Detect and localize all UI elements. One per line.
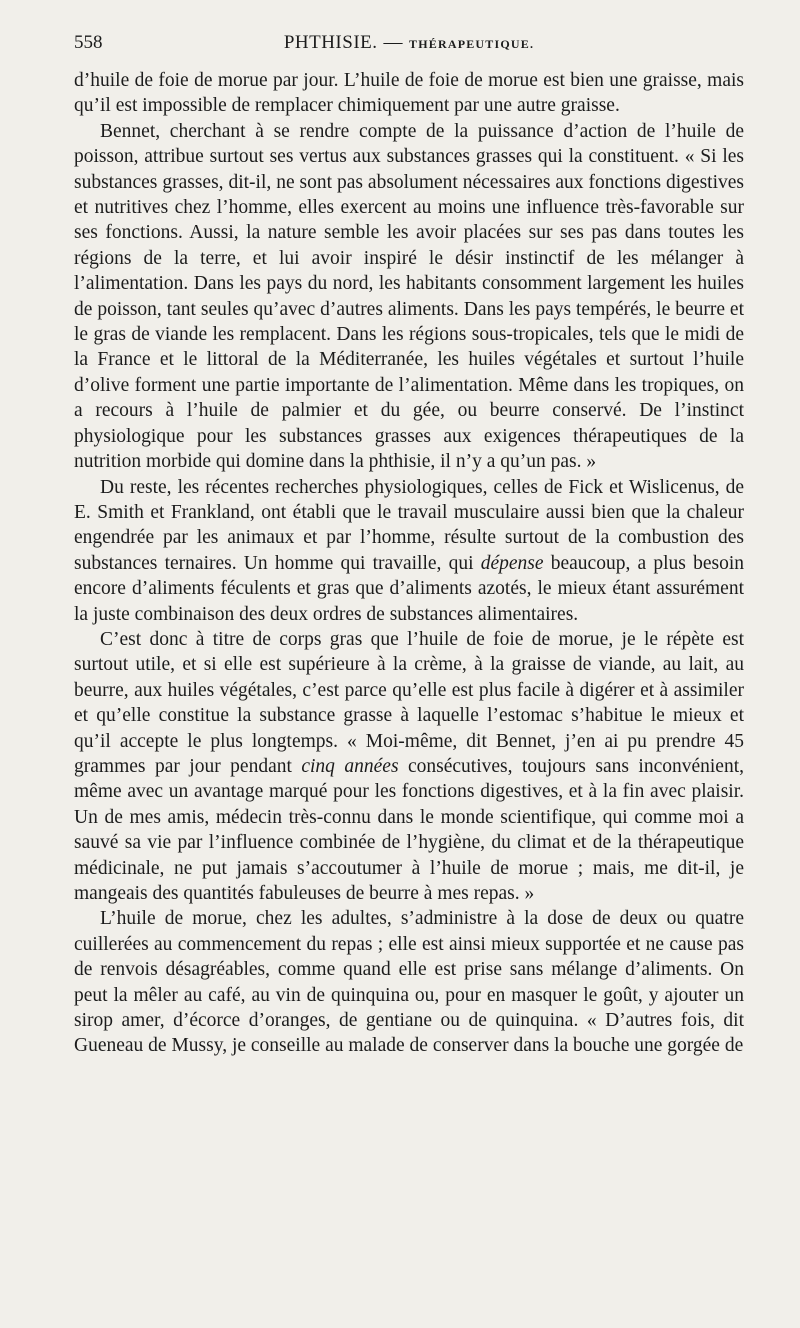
running-head-title: PHTHISIE.: [283, 32, 378, 53]
paragraph: [74, 627, 744, 906]
paragraph: [74, 475, 744, 627]
running-head-subtitle: THÉRAPEUTIQUE.: [409, 37, 535, 51]
running-head: [74, 32, 744, 54]
paragraph-text: L’huile de morue, chez les adultes, s’administre à la dose de deux ou quatre cuillerées au commencement du repas ; elle est ainsi mieux supportée et ne cause pas de renvois désagréables, comme quand elle est prise sans mélange d’aliments. On peut la mêler au café, au vin de quinquina ou, pour en masquer le goût, y ajouter un sirop amer, d’écorce d’oranges, de gentiane ou de quinquina. « D’autres fois, dit Gueneau de Mussy, je conseille au malade de conserver dans la bouche une gorgée de: [74, 908, 744, 1057]
paragraph-text: Du reste, les récentes recherches physiologiques, celles de Fick et Wislicenus, de E. Smith et Frankland, ont établi que le travail musculaire aussi bien que la chaleur engendrée par les animaux et par l’homme, résulte surtout de la combustion des substances ternaires. Un homme qui travaille, qui: [74, 476, 744, 574]
paragraph: [74, 119, 744, 475]
italic-text: cinq années: [301, 755, 399, 777]
paragraph: [74, 68, 744, 119]
paragraph-text: C’est donc à titre de corps gras que l’huile de foie de morue, je le répète est surtout utile, et si elle est supérieure à la crème, à la graisse de viande, au lait, au beurre, aux huiles végétales, c’est parce qu’elle est plus facile à digérer et à assimiler et qu’elle constitue la substance grasse à laquelle l’estomac s’habitue le mieux et qu’il accepte le plus longtemps. « Moi-même, dit Bennet, j’en ai pu prendre 45 grammes par jour pendant: [74, 628, 744, 777]
body-text: [74, 68, 744, 1059]
page-number: 558: [74, 32, 103, 53]
paragraph-text: beaucoup, a plus besoin encore d’aliments féculents et gras que d’aliments azotés, le mieux étant assurément la juste combinaison des deux ordres de substances alimentaires.: [74, 552, 744, 625]
paragraph-text: Bennet, cherchant à se rendre compte de la puissance d’action de l’huile de poisson, attribue surtout ses vertus aux substances grasses qui la constituent. « Si les substances grasses, dit-il, ne sont pas absolument nécessaires aux fonctions digestives et nutritives chez l’homme, elles exercent au moins une influence très-favorable sur ses fonctions. Aussi, la nature semble les avoir placées sur ses pas dans toutes les régions de la terre, et lui avoir inspiré le désir instinctif de les mélanger à l’alimentation. Dans les pays du nord, les habitants consomment largement les huiles de poisson, tant seules qu’avec d’autres aliments. Dans les pays tempérés, le beurre et le gras de viande les remplacent. Dans les régions sous-tropicales, tels que le midi de la France et le littoral de la Méditerranée, les huiles végétales et surtout l’huile d’olive forment une partie importante de l’alimentation. Même dans les tropiques, on a recours à l’huile de palmier et du gée, ou beurre conservé. De l’instinct physiologique pour les substances grasses aux exigences thérapeutiques de la nutrition morbide qui domine dans la phthisie, il n’y a qu’un pas. »: [74, 120, 744, 473]
paragraph-text: consécutives, toujours sans inconvénient, même avec un avantage marqué pour les fonctions digestives, et à la fin avec plaisir. Un de mes amis, médecin très-connu dans le monde scientifique, qui comme moi a sauvé sa vie par l’influence combinée de l’hygiène, du climat et de la thérapeutique médicinale, ne put jamais s’accoutumer à l’huile de morue ; mais, me dit-il, je mangeais des quantités fabuleuses de beurre à mes repas. »: [74, 755, 744, 904]
page-header: [74, 30, 744, 60]
running-head-separator: —: [383, 32, 404, 53]
paragraph-text: d’huile de foie de morue par jour. L’huile de foie de morue est bien une graisse, mais qu’il est impossible de remplacer chimiquement par une autre graisse.: [74, 70, 744, 117]
italic-text: dépense: [480, 552, 544, 574]
paragraph: [74, 906, 744, 1058]
